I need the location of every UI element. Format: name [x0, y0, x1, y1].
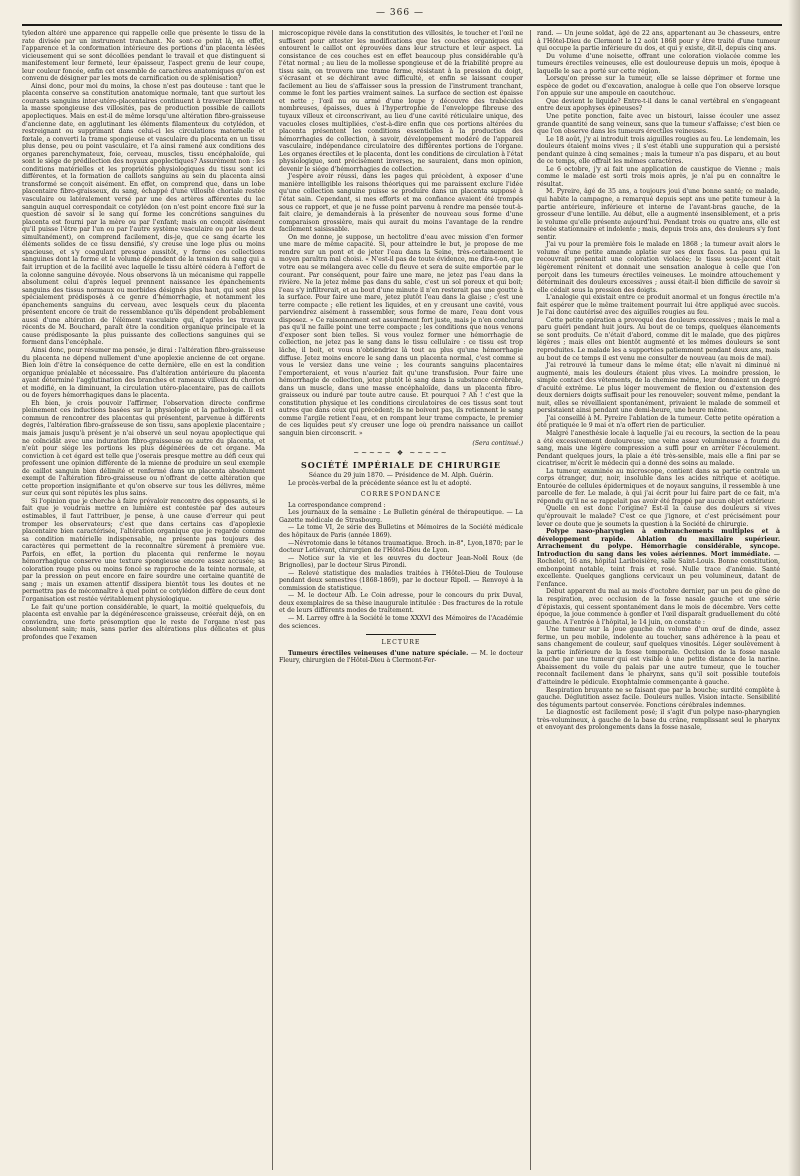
- paragraph: tyledon altéré une apparence qui rappelle celle que présente le tissu de la rate divisée par un instrument tranchant. Ne sont-ce point là, en effet, l'apparence et la conformation intérieure des portions d'un placenta lésées vicieusement qui se sont décollées pendant le travail et que distinguent si manifestement leur fermeté, leur épaisseur, l'aspect grenu de leur coupe, leur couleur foncée, enfin cet ensemble de caractères anatomiques qu'on est convenu de désigner par les mots de carnification ou de splénisation?: [22, 30, 265, 83]
- paragraph: J'espère avoir réussi, dans les pages qui précèdent, à exposer d'une manière intelligible les raisons théoriques qui me paraissent exclure l'idée qu'une collection sanguine puisse se produire dans un placenta supposé à l'état sain. Cependant, si mes efforts et ma confiance avaient été trompés sous ce rapport, et que je ne fusse point parvenu à rendre ma pensée tout-à-fait claire, je demanderais à la présenter de nouveau sous forme d'une comparaison grossière, mais qui aurait du moins l'avantage de la rendre facilement saisissable.: [279, 173, 523, 234]
- paragraph: J'ai vu pour la première fois le malade en 1868 ; la tumeur avait alors le volume d'une petite amande aplatie sur ses deux faces. La peau qui la recouvrait présentait une coloration violacée; le tissu sous-jacent était légèrement rénitent et donnait une sensation analogue à celle que l'on perçoit dans les tumeurs érectiles veineuses. Le moindre attouchement y déterminait des douleurs excessives ; aussi était-il bien difficile de savoir si elle cédait sous la pression des doigts.: [537, 241, 780, 294]
- minutes-line: Le procès-verbal de la précédente séance est lu et adopté.: [288, 479, 472, 487]
- correspondance-item: — Le tome VI, 2e série des Bulletins et Mémoires de la Société médicale des hôpitaux de Paris (année 1869).: [279, 524, 523, 539]
- session-line: Séance du 29 juin 1870. — Présidence de M. Alph. Guérin.: [308, 472, 494, 480]
- lecture-author: — M. le docteur Fleury, chirurgien de l'Hôtel-Dieu à Clermont-Fer-: [279, 649, 523, 665]
- column-middle: [279, 30, 523, 1170]
- correspondance-item: — Relevé statistique des maladies traitées à l'Hôtel-Dieu de Toulouse pendant deux semestres (1868-1869), par le docteur Ripoll. — Renvoyé à la commission de statistique.: [279, 569, 523, 592]
- header-rule: [22, 24, 782, 26]
- correspondance-intro: La correspondance comprend :: [288, 501, 386, 509]
- lecture-title: LECTURE: [381, 639, 421, 647]
- correspondance-item: — M. le docteur Alb. Le Coin adresse, pour le concours du prix Duval, deux exemplaires de sa thèse inaugurale intitulée : Des fractures de la rotule et de leurs différents modes de traitement.: [279, 592, 523, 615]
- paragraph: Ainsi donc, pour résumer ma pensée, je dirai : l'altération fibro-graisseuse du placenta ne dépend nullement d'une apoplexie ancienne de cet organe. Bien loin d'être la conséquence de cette dernière, elle en est la condition organique préalable et nécessaire. Pas d'altération antérieure du placenta ayant déterminé l'agglutination des branches et rameaux villeux du chorion et modifié, en la diminuant, la circulation utéro-placentaire, pas de caillots ou de foyers hémorrhagiques dans le placenta.: [22, 346, 265, 400]
- society-title: SOCIÉTÉ IMPÉRIALE DE CHIRURGIE: [300, 459, 502, 470]
- page-number: — 366 —: [376, 8, 424, 18]
- continued-note: (Sera continué.): [472, 439, 523, 447]
- correspondance-item: — Notice sur la vie et les œuvres du docteur Jean-Noël Roux (de Brignolles), par le docteur Sirus Pirondi.: [279, 554, 523, 570]
- correspondance-item: — M. Larrey offre à la Société le tome XXXVI des Mémoires de l'Académie des sciences.: [279, 615, 523, 630]
- paragraph: Le fait qu'une portion considérable, le quart, la moitié quelquefois, du placenta est envahie par la dégénérescence graisseuse, créerait déjà, on en conviendra, une forte présomption que le reste de l'organe n'est pas absolument sain; mais, sans parler des altérations plus délicates et plus profondes que l'examen: [22, 603, 265, 641]
- paragraph: Le diagnostic est facilement posé; il s'agit d'un polype naso-pharyngien très-volumineux, à gauche de la base du crâne, remplissant seul le pharynx et envoyant des prolongements dans la fosse nasale,: [537, 709, 780, 732]
- paragraph: J'ai conseillé à M. Pyreire l'ablation de la tumeur. Cette petite opération a été pratiquée le 9 mai et n'a offert rien de particulier.: [537, 414, 780, 430]
- paragraph: Quelle en est donc l'origine? Est-il la cause des douleurs si vives qu'éprouvait le malade? C'est ce que j'ignore, et c'est précisément pour lever ce doute que je soumets la question à la Société de chirurgie.: [537, 505, 780, 528]
- column-divider: [530, 30, 531, 1170]
- paragraph: L'analogie qui existait entre ce produit anormal et un fongus érectile m'a fait espérer que le même traitement pourrait lui être appliqué avec succès. Je l'ai donc cautérisé avec des aiguilles rougies au feu.: [537, 294, 780, 317]
- paragraph: Ainsi donc, pour moi du moins, la chose n'est pas douteuse : tant que le placenta conserve sa constitution anatomique normale, tant que surtout les courants sanguins inter-utéro-placentaires continuent à traverser librement la masse spongieuse des villosités, pas de production possible de caillots apoplectiques. Mais en est-il de même lorsqu'une altération fibro-graisseuse d'ancienne date, en agglutinant les éléments filamenteux du cotylédon, et restreignant ou supprimant dans celui-ci les circulations maternelle et fœtale, a converti la trame spongieuse et vasculaire du placenta en un tissu plus dense, peu ou point vasculaire, et l'a ainsi ramené aux conditions des organes parenchymateux, foie, cerveau, muscles, tissu encéphaloïde, qui sont le siége de prédilection des noyaux apoplectiques? Assurément non : les conditions matérielles et les propriétés physiologiques du tissu sont ici différentes, et la formation de caillots sanguins au sein du placenta ainsi transformé se conçoit aisément. En effet, on comprend que, dans un lobe placentaire fibro-graisseux, du sang, échappé d'une villosité choriale restée vasculaire ou latéralement versé par une des artères afférentes du lac sanguin auquel correspondait ce cotylédon (on n'est point encore fixé sur la question de savoir si le sang qui forme les concrétions sanguines du placenta est fourni par la mère ou par l'enfant; mais on conçoit aisément qu'il puisse l'être par l'un ou par l'autre système vasculaire ou par les deux simultanément), on comprend facilement, dis-je, que ce sang écarte les éléments solides de ce tissu densifié, s'y creuse une loge plus ou moins spacieuse, et s'y coagulant presque aussitôt, y forme ces collections sanguines dont la forme et le volume dépendent de la tension du sang qui a fait irruption et de la facilité avec laquelle le tissu altéré cédera à l'effort de la colonne sanguine dévoyée. Nous observons là un mécanisme qui rappelle absolument celui d'après lequel prennent naissance les épanchements sanguins des tissus normaux ou morbides désignés plus haut, qui sont plus spécialement prédisposés à ce genre d'hémorrhagie, et notamment les épanchements sanguins du cerveau, avec lesquels ceux du placenta présentent encore ce trait de ressemblance qu'ils dépendent probablement aussi d'une altération de l'élément vasculaire qui, d'après les travaux récents de M. Bouchard, paraît être la condition organique principale et la cause prédisposante la plus puissante des collections sanguines qui se forment dans l'encéphale.: [22, 82, 265, 347]
- correspondance-item: —Névrotomie dans le tétanos traumatique. Broch. in-8°, Lyon,1870; par le docteur Letiévant, chirurgien de l'Hôtel-Dieu de Lyon.: [279, 539, 523, 555]
- paragraph: Le 6 octobre, j'y ai fait une application de caustique de Vienne ; mais comme le malade est sorti trois mois après, je n'ai pu en connaître le résultat.: [537, 165, 780, 188]
- paragraph: microscopique révèle dans la constitution des villosités, le toucher et l'œil ne suffisent pour attester les modifications que les couches organiques qui entourent le caillot ont éprouvées dans leur structure et leur aspect. La consistance de ces couches est en effet beaucoup plus considérable qu'à l'état normal ; au lieu de la mollesse spongieuse et de la friabilité propre au tissu sain, on trouvera une trame ferme, résistant à la pression du doigt, s'écrasant et se déchirant avec difficulté, et enfin se laissant couper facilement au lieu de s'affaisser sous la pression de l'instrument tranchant, comme le font les parties vraiment saines. La surface de section est épaisse et nette ; l'œil nu ou armé d'une loupe y découvre des trabécules nombreuses, épaisses, dues à l'hypertrophie de l'enveloppe fibreuse des tuyaux villeux et circonscrivant, au lieu d'une cavité réticulaire unique, des vacuoles closes multipliées, c'est-à-dire enfin que ces portions altérées du placenta présentent les conditions essentielles à la production des hémorrhagies de collection, à savoir, développement modéré de l'appareil vasculaire, indépendance circulatoire des différentes portions de l'organe. Les organes érectiles et le placenta, dont les conditions de circulation à l'état physiologique, sont précisément inverses, ne sauraient, dans mon opinion, devenir le siége d'hémorrhagies de collection.: [279, 30, 523, 173]
- case-body: — Rochelet, 16 ans, hôpital Lariboisière, salle Saint-Louis. Bonne constitution, embonpoint notable, teint frais et rosé. Nulle trace d'anémie. Santé excellente. Quelques ganglions cervicaux un peu volumineux, datant de l'enfance.: [537, 550, 780, 588]
- paragraph: Malgré l'anesthésie locale à laquelle j'ai eu recours, la section de la peau a été excessivement douloureuse; une veine assez volumineuse a fourni du sang, mais une légère compression a suffi pour en arrêter l'écoulement. Pendant quelques jours, la plaie a été très-sensible, mais elle a fini par se cicatriser, m'écrit le médecin qui a donné des soins au malade.: [537, 429, 780, 468]
- paragraph: Respiration bruyante ne se faisant que par la bouche; surdité complète à gauche. Déglutition assez facile. Douleurs nulles. Vision intacte. Sensibilité des téguments partout conservée. Fonctions cérébrales indemnes.: [537, 686, 780, 709]
- paragraph: Cette petite opération a provoqué des douleurs excessives ; mais le mal a paru guéri pendant huit jours. Au bout de ce temps, quelques élancements se sont produits. Ce n'était d'abord, comme dit le malade, que des piqûres légères ; mais elles ont bientôt augmenté et les mêmes douleurs se sont reproduites. Le malade les a supportées patiemment pendant deux ans, mais au bout de ce temps il est venu me consulter de nouveau (au mois de mai).: [537, 316, 780, 362]
- column-divider: [272, 30, 273, 1170]
- correspondance-item: Les journaux de la semaine : Le Bulletin général de thérapeutique. — La Gazette médicale de Strasbourg.: [279, 509, 523, 524]
- case-paragraph: [537, 528, 780, 588]
- page-binding-shadow: [788, 0, 800, 1176]
- paragraph: Que devient le liquide? Entre-t-il dans le canal vertébral en s'engageant entre deux apophyses épineuses?: [537, 97, 780, 113]
- correspondance-title: CORRESPONDANCE: [360, 491, 442, 499]
- paragraph: Du volume d'une noisette, offrant une coloration violacée comme les tumeurs érectiles veineuses, elle est douloureuse depuis un mois, époque à laquelle le sac a porté sur cette région.: [537, 52, 780, 75]
- section-ornament: ~~~~~ ❖ ~~~~~: [353, 449, 449, 458]
- lecture-heading: Tumeurs érectiles veineuses d'une nature spéciale.: [288, 649, 469, 657]
- lecture-paragraph: [279, 650, 523, 665]
- divider: [366, 634, 436, 635]
- paragraph: Le 18 août, j'y ai introduit trois aiguilles rougies au feu. Le lendemain, les douleurs étaient moins vives ; il s'est établi une suppuration qui a persisté pendant quinze à cinq semaines ; mais la tumeur n'a pas disparu, et au bout de ce temps, elle offrait les mêmes caractères.: [537, 135, 780, 166]
- paragraph: Une petite ponction, faite avec un bistouri, laisse écouler une assez grande quantité de sang veineux, sans que la tumeur s'affaisse; c'est bien ce que l'on observe dans les tumeurs érectiles veineuses.: [537, 113, 780, 136]
- paragraph: Une tumeur sur la joue gauche du volume d'un œuf de dinde, assez ferme, un peu mobile, indolente au toucher, sans adhérence à la peau et sans changement de couleur, sauf quelques vinosités. Léger soulèvement à la partie inférieure de la fosse temporale. Occlusion de la fosse nasale gauche par une tumeur qui est visible à une petite distance de la narine. Abaissement du voile du palais par une autre tumeur, que le toucher reconnaît facilement dans le pharynx, sans qu'il soit possible toutefois d'atteindre le pédicule. Exophtalmie commençante à gauche.: [537, 626, 780, 687]
- paragraph: On me donne, je suppose, un hectolitre d'eau avec mission d'en former une mare de même capacité. Si, pour atteindre le but, je propose de me rendre sur un pont et de jeter l'eau dans la Seine, très-certainement le moyen paraîtra mal choisi. « N'est-il pas de toute évidence, me dira-t-on, que votre eau se mélangera avec celle du fleuve et sera de suite emportée par le courant. Par conséquent, pour faire une mare, ne jetez pas l'eau dans la rivière. Ne la jetez même pas dans du sable, c'est un sol poreux et qui boit; l'eau s'y infiltrerait, et au bout d'une minute il n'en resterait pas une goutte à la surface. Pour faire une mare, jetez plutôt l'eau dans la glaise ; c'est une terre compacte ; elle retient les liquides, et en y creusant une cavité, vous parviendrez aisément à rassembler, sous forme de mare, l'eau dont vous disposez. » Ce raisonnement est assurément fort juste, mais je n'en conclurai pas qu'il ne faille point une terre compacte ; les conditions que nous venons d'exposer sont bien telles. Si vous voulez former une hémorrhagie de collection, ne jetez pas le sang dans le tissu cellulaire : ce tissu est trop lâche, il boit, et vous n'obtiendriez là tout au plus qu'une hémorrhagie diffuse. Jetez moins encore le sang dans un placenta normal, c'est comme si vous le versiez dans une veine ; les courants sanguins placentaires l'emporteraient, et vous n'auriez fait qu'une transfusion. Pour faire une hémorrhagie de collection, jetez plutôt le sang dans la substance cérébrale, dans un muscle, dans une masse encéphaloïde, dans un placenta fibro-graisseux ou induré par toute autre cause. Et pourquoi ? Ah ! c'est que la constitution physique et les conditions circulatoires de ces tissus sont tout autres que dans ceux qui précèdent; ils ne boivent pas, ils retiennent le sang comme l'argile retient l'eau, et en rompant leur trame compacte, le premier de ces liquides peut s'y creuser une loge où prendra naissance un caillot sanguin bien circonscrit. »: [279, 233, 523, 437]
- paragraph: Si l'opinion que je cherche à faire prévaloir rencontre des opposants, si le fait que je voudrais mettre en lumière est contestée par des auteurs estimables, il faut l'attribuer, je pense, à une cause d'erreur qui peut tromper les observateurs; c'est que dans certains cas d'apoplexie placentaire bien caractérisée, l'altération organique que je regarde comme sa condition matérielle indispensable, ne présente pas toujours des caractères qui permettent de la reconnaître sûrement à première vue. Parfois, en effet, la portion du placenta qui renferme le noyau hémorrhagique conserve une texture spongieuse encore assez accusée; sa coloration rouge plus ou moins foncé se rapproche de la teinte normale, et par la pression on peut encore en faire sourdre une certaine quantité de sang ; mais un examen attentif dissipera bientôt tous les doutes et ne permettra pas de méconnaître à quel point ce cotylédon diffère de ceux dont l'organisation est restée véritablement physiologique.: [22, 497, 265, 604]
- paragraph: Eh bien, je crois pouvoir l'affirmer, l'observation directe confirme pleinement ces inductions basées sur la physiologie et la pathologie. Il est commun de rencontrer des placentas qui présentent, parvenue à différents degrés, l'altération fibro-graisseuse de son tissu, sans apoplexie placentaire ; mais jamais jusqu'à présent je n'ai observé un seul noyau apoplectique qui ne coïncidât avec une induration fibro-graisseuse ou autre du placenta, et n'eût pour siége les portions les plus dégénérées de cet organe. Ma conviction à cet égard est telle que j'oserais presque mettre au défi ceux qui professent une opinion différente de la mienne de produire un seul exemple de caillot sanguin bien délimité et renfermé dans un placenta absolument exempt de l'altération fibro-graisseuse ou n'offrant de cette altération que cette proportion insignifiante et qu'on observe sur tous les délivres, même sur ceux qui sont réputés les plus sains.: [22, 399, 265, 498]
- paragraph: La tumeur, examinée au microscope, contient dans sa partie centrale un corps étranger, dur, noir, insoluble dans les acides nitrique et acétique. Entourée de cellules épidermiques et de noyaux sanguins, il ressemble à une parcelle de fer. Le malade, à qui j'ai écrit pour lui faire part de ce fait, m'a répondu qu'il ne se rappelait pas avoir été frappé par aucun objet extérieur.: [537, 467, 780, 505]
- column-right: [537, 30, 780, 1170]
- paragraph: M. Pyreire, âgé de 35 ans, a toujours joui d'une bonne santé; ce malade, qui habite la campagne, a remarqué depuis sept ans une petite tumeur à la partie antérieure, inférieure et interne de l'avant-bras gauche, de la grosseur d'une lentille. Au début, elle a augmenté insensiblement, et a pris le volume qu'elle présente aujourd'hui. Pendant trois ou quatre ans, elle est restée stationnaire et indolente ; mais, depuis trois ans, des douleurs s'y font sentir.: [537, 188, 780, 241]
- column-left: [22, 30, 265, 1170]
- paragraph: J'ai retrouvé la tumeur dans le même état; elle n'avait ni diminué ni augmenté, mais les douleurs étaient plus vives. La moindre pression, le simple contact des vêtements, de la chemise même, leur donnaient un degré d'acuité extrême. Le plus léger mouvement de flexion ou d'extension des deux derniers doigts suffisait pour les renouveler; souvent même, pendant la nuit, elles se réveillaient spontanément, privaient le malade de sommeil et persistaient ainsi pendant une demi-heure, une heure même.: [537, 362, 780, 415]
- paragraph: rand. — Un jeune soldat, âgé de 22 ans, appartenant au 3e chasseurs, entre à l'Hôtel-Dieu de Clermont le 12 août 1868 pour y être traité d'une tumeur qui occupe la partie inférieure du dos, et qui y existe, dit-il, depuis cinq ans.: [537, 30, 780, 53]
- case-heading: Polype naso-pharyngien à embranchements multiples et à développement rapide. Ablation du maxillaire supérieur. Arrachement du polype. Hémorrhagie considérable, syncope. Introduction du sang dans les voies aériennes. Mort immédiate.: [537, 528, 780, 558]
- paragraph: Début apparent du mal au mois d'octobre dernier, par un peu de gêne de la respiration, avec occlusion de la fosse nasale gauche et une série d'épistaxis, qui cessent spontanément dans le mois de décembre. Vers cette époque, la joue commence à gonfler et l'œil disparaît graduellement du côté gauche. A l'entrée à l'hôpital, le 14 juin, on constate :: [537, 588, 780, 626]
- paragraph: Lorsqu'on presse sur la tumeur, elle se laisse déprimer et forme une espèce de godet ou d'excavation, analogue à celle que l'on observe lorsque l'on appuie sur une ampoule en caoutchouc.: [537, 75, 780, 98]
